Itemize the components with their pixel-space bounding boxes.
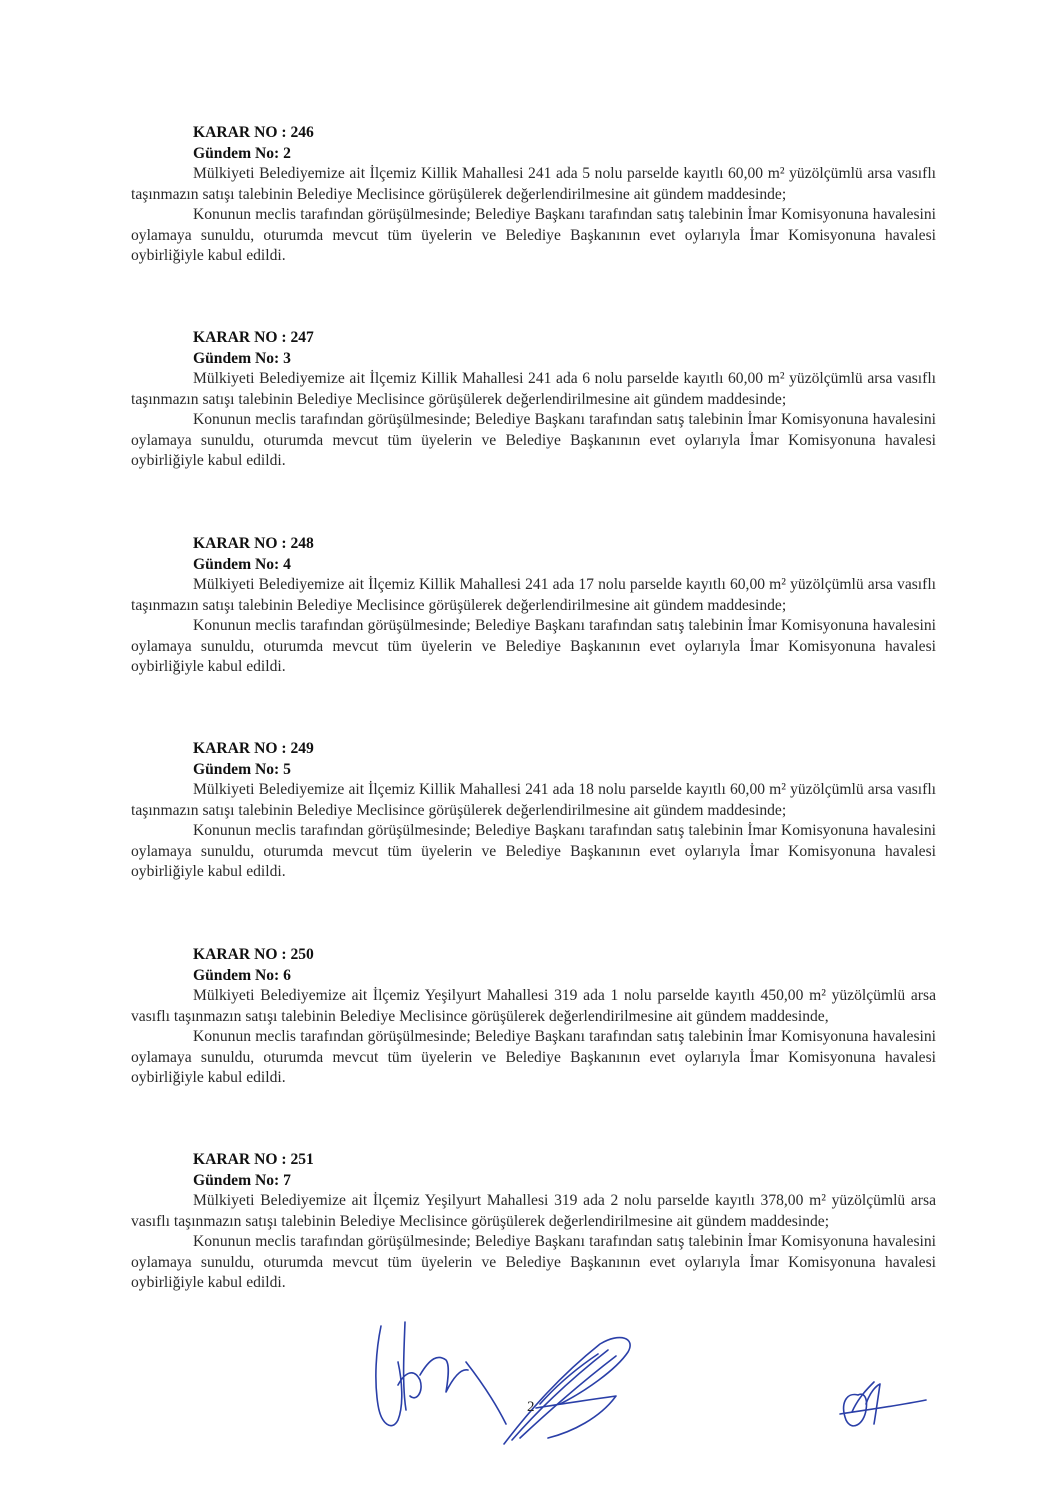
decision-paragraph-result: Konunun meclis tarafından görüşülmesinde; Belediye Başkanı tarafından satış talebinin İmar Komisyonuna havalesini oylamaya sunuldu, oturumda mevcut tüm üyelerin ve Belediye Başkanının evet oylarıyla İmar Komisyonuna havalesi oybirliğiyle kabul edildi. bbox=[131, 822, 936, 880]
gundem-no: Gündem No: 2 bbox=[193, 144, 291, 162]
decision-block-248 bbox=[131, 534, 936, 678]
decision-block-249 bbox=[131, 739, 936, 883]
decision-block-250 bbox=[131, 945, 936, 1089]
decision-paragraph-subject: Mülkiyeti Belediyemize ait İlçemiz Yeşilyurt Mahallesi 319 ada 2 nolu parselde kayıtlı 378,00 m² yüzölçümlü arsa vasıflı taşınmazın satışı talebinin Belediye Meclisince görüşülerek değerlendirilmesine ait gündem maddesinde; bbox=[131, 1192, 936, 1230]
karar-no: KARAR NO : 251 bbox=[193, 1151, 314, 1168]
gundem-no: Gündem No: 5 bbox=[193, 760, 291, 778]
karar-no: KARAR NO : 248 bbox=[193, 535, 314, 552]
gundem-no: Gündem No: 3 bbox=[193, 349, 291, 367]
decision-block-246 bbox=[131, 123, 936, 267]
karar-no: KARAR NO : 247 bbox=[193, 329, 314, 346]
decision-paragraph-subject: Mülkiyeti Belediyemize ait İlçemiz Yeşilyurt Mahallesi 319 ada 1 nolu parselde kayıtlı 450,00 m² yüzölçümlü arsa vasıflı taşınmazın satışı talebinin Belediye Meclisince görüşülerek değerlendirilmesine ait gündem maddesinde, bbox=[131, 987, 936, 1025]
gundem-no: Gündem No: 6 bbox=[193, 966, 291, 984]
karar-no: KARAR NO : 250 bbox=[193, 946, 314, 963]
decision-block-247 bbox=[131, 328, 936, 472]
decision-paragraph-subject: Mülkiyeti Belediyemize ait İlçemiz Killik Mahallesi 241 ada 18 nolu parselde kayıtlı 60,00 m² yüzölçümlü arsa vasıflı taşınmazın satışı talebinin Belediye Meclisince görüşülerek değerlendirilmesine ait gündem maddesinde; bbox=[131, 781, 936, 819]
decision-paragraph-result: Konunun meclis tarafından görüşülmesinde; Belediye Başkanı tarafından satış talebinin İmar Komisyonuna havalesini oylamaya sunuldu, oturumda mevcut tüm üyelerin ve Belediye Başkanının evet oylarıyla İmar Komisyonuna havalesi oybirliğiyle kabul edildi. bbox=[131, 206, 936, 264]
signature-1-icon bbox=[376, 1322, 506, 1426]
decision-paragraph-result: Konunun meclis tarafından görüşülmesinde; Belediye Başkanı tarafından satış talebinin İmar Komisyonuna havalesini oylamaya sunuldu, oturumda mevcut tüm üyelerin ve Belediye Başkanının evet oylarıyla İmar Komisyonuna havalesi oybirliğiyle kabul edildi. bbox=[131, 411, 936, 469]
signature-2-icon bbox=[504, 1338, 630, 1444]
karar-no: KARAR NO : 249 bbox=[193, 740, 314, 757]
decision-paragraph-result: Konunun meclis tarafından görüşülmesinde; Belediye Başkanı tarafından satış talebinin İmar Komisyonuna havalesini oylamaya sunuldu, oturumda mevcut tüm üyelerin ve Belediye Başkanının evet oylarıyla İmar Komisyonuna havalesi oybirliğiyle kabul edildi. bbox=[131, 1233, 936, 1291]
decision-paragraph-result: Konunun meclis tarafından görüşülmesinde; Belediye Başkanı tarafından satış talebinin İmar Komisyonuna havalesini oylamaya sunuldu, oturumda mevcut tüm üyelerin ve Belediye Başkanının evet oylarıyla İmar Komisyonuna havalesi oybirliğiyle kabul edildi. bbox=[131, 617, 936, 675]
karar-no: KARAR NO : 246 bbox=[193, 124, 314, 141]
gundem-no: Gündem No: 7 bbox=[193, 1171, 291, 1189]
decision-paragraph-subject: Mülkiyeti Belediyemize ait İlçemiz Killik Mahallesi 241 ada 5 nolu parselde kayıtlı 60,00 m² yüzölçümlü arsa vasıflı taşınmazın satışı talebinin Belediye Meclisince görüşülerek değerlendirilmesine ait gündem maddesinde; bbox=[131, 165, 936, 203]
signature-3-icon bbox=[840, 1382, 926, 1426]
decision-paragraph-subject: Mülkiyeti Belediyemize ait İlçemiz Killik Mahallesi 241 ada 17 nolu parselde kayıtlı 60,00 m² yüzölçümlü arsa vasıflı taşınmazın satışı talebinin Belediye Meclisince görüşülerek değerlendirilmesine ait gündem maddesinde; bbox=[131, 576, 936, 614]
decision-block-251 bbox=[131, 1150, 936, 1294]
gundem-no: Gündem No: 4 bbox=[193, 555, 291, 573]
page-number: 2 bbox=[527, 1399, 535, 1415]
decision-paragraph-subject: Mülkiyeti Belediyemize ait İlçemiz Killik Mahallesi 241 ada 6 nolu parselde kayıtlı 60,00 m² yüzölçümlü arsa vasıflı taşınmazın satışı talebinin Belediye Meclisince görüşülerek değerlendirilmesine ait gündem maddesinde; bbox=[131, 370, 936, 408]
decision-paragraph-result: Konunun meclis tarafından görüşülmesinde; Belediye Başkanı tarafından satış talebinin İmar Komisyonuna havalesini oylamaya sunuldu, oturumda mevcut tüm üyelerin ve Belediye Başkanının evet oylarıyla İmar Komisyonuna havalesi oybirliğiyle kabul edildi. bbox=[131, 1028, 936, 1086]
